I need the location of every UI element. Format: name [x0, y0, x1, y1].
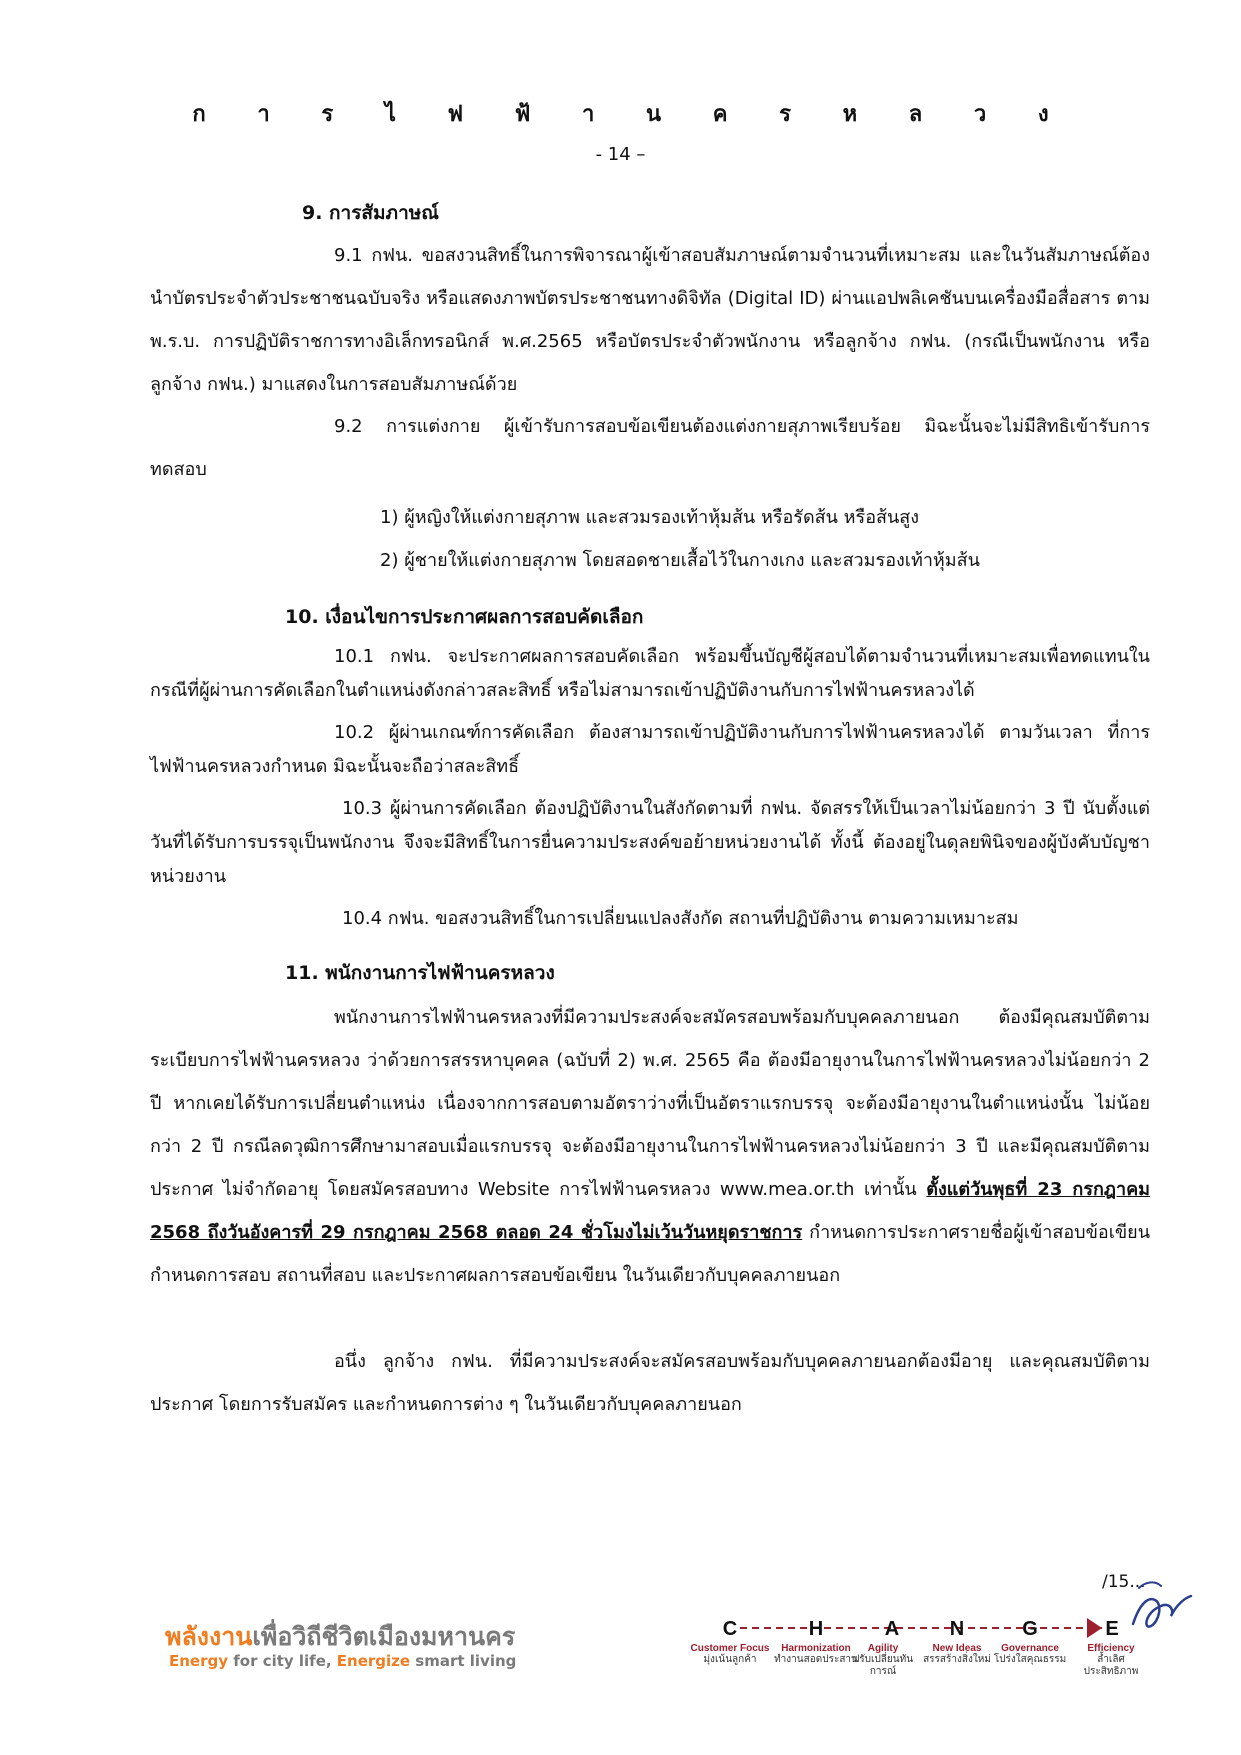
change-letter: H	[808, 1618, 824, 1640]
value-th: มุ่งเน้นลูกค้า	[703, 1654, 757, 1665]
next-page-indicator: /15...	[1102, 1572, 1146, 1592]
mea-slogan-thai	[165, 1617, 515, 1657]
value-en: Harmonization	[781, 1643, 851, 1654]
change-values-strip	[700, 1616, 1170, 1640]
section-10-1-paragraph: 10.1 กฟน. จะประกาศผลการสอบคัดเลือก พร้อมขึ้นบัญชีผู้สอบได้ตามจำนวนที่เหมาะสมเพื่อทดแทนในกรณีที่ผู้ผ่านการคัดเลือกในตำแหน่งดังกล่าวสละสิทธิ์ หรือไม่สามารถเข้าปฏิบัติงานกับการไฟฟ้านครหลวงได้	[150, 646, 1150, 701]
section-10-2-paragraph: 10.2 ผู้ผ่านเกณฑ์การคัดเลือก ต้องสามารถเข้าปฏิบัติงานกับการไฟฟ้านครหลวงได้ ตามวันเวลา ที่การไฟฟ้านครหลวงกำหนด มิฉะนั้นจะถือว่าสละสิทธิ์	[150, 722, 1150, 777]
value-agility	[848, 1643, 918, 1678]
change-letter: N	[949, 1618, 965, 1640]
section-11-heading: 11. พนักงานการไฟฟ้านครหลวง	[285, 962, 555, 984]
organization-title: ก า ร ไ ฟ ฟ้ า น ค ร ห ล ว ง	[192, 102, 1071, 127]
value-th: ทำงานสอดประสาน	[774, 1654, 858, 1665]
value-th: ปรับเปลี่ยนทันการณ์	[852, 1654, 914, 1677]
section-10-heading: 10. เงื่อนไขการประกาศผลการสอบคัดเลือก	[285, 606, 644, 628]
slogan-thai-rest: เพื่อวิถีชีวิตเมืองมหานคร	[252, 1622, 516, 1651]
dress-code-women: 1) ผู้หญิงให้แต่งกายสุภาพ และสวมรองเท้าหุ้มส้น หรือรัดส้น หรือส้นสูง	[380, 507, 920, 528]
section-9-1-paragraph: 9.1 กฟน. ขอสงวนสิทธิ์ในการพิจารณาผู้เข้าสอบสัมภาษณ์ตามจำนวนที่เหมาะสม และในวันสัมภาษณ์ต้องนำบัตรประจำตัวประชาชนฉบับจริง หรือแสดงภาพบัตรประชาชนทางดิจิทัล (Digital ID) ผ่านแอปพลิเคชันบนเครื่องมือสื่อสาร ตาม พ.ร.บ. การปฏิบัติราชการทางอิเล็กทรอนิกส์ พ.ศ.2565 หรือบัตรประจำตัวพนักงาน หรือลูกจ้าง กฟน. (กรณีเป็นพนักงาน หรือลูกจ้าง กฟน.) มาแสดงในการสอบสัมภาษณ์ด้วย	[150, 245, 1150, 395]
section-11-text: พนักงานการไฟฟ้านครหลวงที่มีความประสงค์จะสมัครสอบพร้อมกับบุคคลภายนอก ต้องมีคุณสมบัติตามระเบียบการไฟฟ้านครหลวง ว่าด้วยการสรรหาบุคคล (ฉบับที่ 2) พ.ศ. 2565 คือ ต้องมีอายุงานในการไฟฟ้านครหลวงไม่น้อยกว่า 2 ปี หากเคยได้รับการเปลี่ยนตำแหน่ง เนื่องจากการสอบตามอัตราว่างที่เป็นอัตราแรกบรรจุ จะต้องมีอายุงานในตำแหน่งนั้น ไม่น้อยกว่า 2 ปี กรณีลดวุฒิการศึกษามาสอบเมื่อแรกบรรจุ จะต้องมีอายุงานในการไฟฟ้านครหลวงไม่น้อยกว่า 3 ปี และมีคุณสมบัติตามประกาศ ไม่จำกัดอายุ โดยสมัครสอบทาง Website การไฟฟ้านครหลวง www.mea.or.th เท่านั้น	[150, 1007, 1150, 1200]
value-en: Efficiency	[1087, 1643, 1135, 1654]
value-en: Agility	[867, 1643, 899, 1654]
value-th: ล้ำเลิศประสิทธิภาพ	[1083, 1654, 1139, 1677]
slogan-en-end: smart living	[410, 1652, 517, 1670]
section-10-3-paragraph: 10.3 ผู้ผ่านการคัดเลือก ต้องปฏิบัติงานในสังกัดตามที่ กฟน. จัดสรรให้เป็นเวลาไม่น้อยกว่า 3 ปี นับตั้งแต่วันที่ได้รับการบรรจุเป็นพนักงาน จึงจะมีสิทธิ์ในการยื่นความประสงค์ขอย้ายหน่วยงานได้ ทั้งนี้ ต้องอยู่ในดุลยพินิจของผู้บังคับบัญชาหน่วยงาน	[150, 798, 1150, 887]
section-9-heading: 9. การสัมภาษณ์	[302, 202, 439, 224]
value-customer-focus	[680, 1643, 780, 1666]
mea-slogan-english	[169, 1652, 516, 1670]
change-letter: G	[1022, 1618, 1038, 1640]
page-number: - 14 –	[595, 144, 646, 165]
section-9-2-paragraph: 9.2 การแต่งกาย ผู้เข้ารับการสอบข้อเขียนต้องแต่งกายสุภาพเรียบร้อย มิฉะนั้นจะไม่มีสิทธิเข้ารับการทดสอบ	[150, 416, 1150, 480]
arrow-right-icon	[1087, 1618, 1102, 1638]
value-th: สรรสร้างสิ่งใหม่	[923, 1654, 991, 1665]
value-en: Governance	[1001, 1643, 1059, 1654]
slogan-en-energize: Energize	[336, 1652, 411, 1670]
value-governance	[990, 1643, 1070, 1666]
change-letter: C	[722, 1618, 738, 1640]
value-new-ideas	[920, 1643, 994, 1666]
dress-code-men: 2) ผู้ชายให้แต่งกายสุภาพ โดยสอดชายเสื้อไว้ในกางเกง และสวมรองเท้าหุ้มส้น	[380, 550, 980, 571]
value-en: New Ideas	[932, 1643, 982, 1654]
value-th: โปร่งใสคุณธรรม	[993, 1654, 1067, 1665]
contract-staff-paragraph: อนึ่ง ลูกจ้าง กฟน. ที่มีความประสงค์จะสมัครสอบพร้อมกับบุคคลภายนอกต้องมีอายุ และคุณสมบัติตามประกาศ โดยการรับสมัคร และกำหนดการต่าง ๆ ในวันเดียวกับบุคคลภายนอก	[150, 1351, 1150, 1415]
value-en: Customer Focus	[690, 1643, 770, 1654]
slogan-en-part: for city life,	[228, 1652, 337, 1670]
change-letter: A	[884, 1618, 900, 1640]
section-11-paragraph	[150, 996, 1150, 1297]
slogan-en-energy: Energy	[169, 1652, 229, 1670]
application-period-emphasis: ตั้งแต่วันพุธที่ 23 กรกฎาคม 2568 ถึงวันอังคารที่ 29 กรกฎาคม 2568 ตลอด 24 ชั่วโมงไม่เว้นวันหยุดราชการ	[150, 1179, 1151, 1243]
value-efficiency	[1076, 1643, 1146, 1678]
section-10-4-paragraph: 10.4 กฟน. ขอสงวนสิทธิ์ในการเปลี่ยนแปลงสังกัด สถานที่ปฏิบัติงาน ตามความเหมาะสม	[342, 908, 1019, 929]
slogan-thai-highlight: พลังงาน	[165, 1622, 253, 1651]
change-letter: E	[1105, 1618, 1119, 1640]
section-11-text-continued: กำหนดการประกาศรายชื่อผู้เข้าสอบข้อเขียน กำหนดการสอบ สถานที่สอบ และประกาศผลการสอบข้อเขียน ในวันเดียวกับบุคคลภายนอก	[150, 1222, 1151, 1286]
